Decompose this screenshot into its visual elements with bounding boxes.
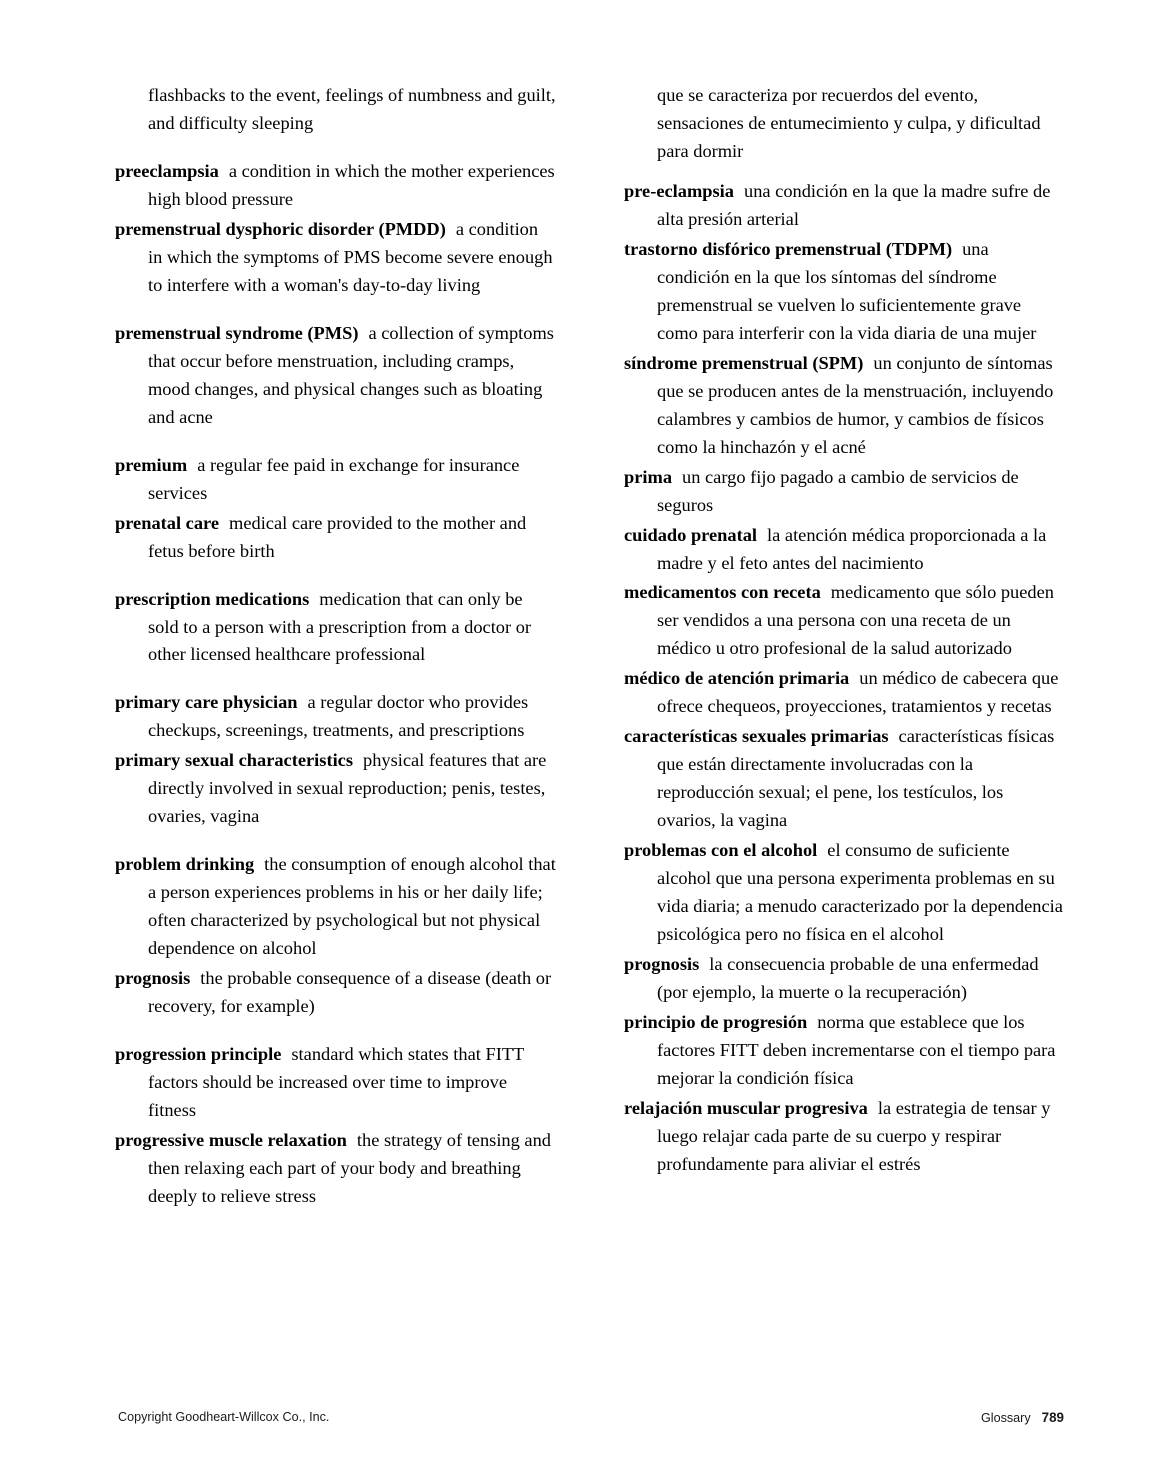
entry-definition: una condición en la que la madre sufre de alta presión arterial [657,180,1051,229]
entry-definition: physical features that are directly involved in sexual reproduction; penis, testes, ovaries, vagina [148,750,547,827]
glossary-entry [115,510,556,566]
glossary-entry [624,236,1065,348]
entry-definition: un médico de cabecera que ofrece chequeos, proyecciones, tratamientos y recetas [657,668,1059,717]
glossary-entry [624,350,1065,462]
page-footer [0,1410,1156,1434]
entry-term: prenatal care [115,512,220,533]
entry-term: síndrome premenstrual (SPM) [624,352,864,373]
entry-continuation: que se caracteriza por recuerdos del evento, sensaciones de entumecimiento y culpa, y dificultad para dormir [657,85,1041,161]
entry-term: progressive muscle relaxation [115,1130,347,1150]
entry-term: problem drinking [115,854,255,875]
entry-term: problemas con el alcohol [624,840,818,861]
glossary-entry [624,522,1065,578]
copyright-notice: Copyright Goodheart-Willcox Co., Inc. [118,1410,330,1424]
entry-definition: la consecuencia probable de una enfermedad (por ejemplo, la muerte o la recuperación) [657,954,1039,1003]
entry-definition: un conjunto de síntomas que se producen antes de la menstruación, incluyendo calambres y cambios de humor, y cambios de físicos como la hinchazón y el acné [657,352,1054,457]
entry-term: principio de progresión [624,1012,808,1032]
entry-definition: a condition in which the mother experiences high blood pressure [148,160,555,209]
glossary-entry [115,965,556,1021]
glossary-entry [115,158,556,214]
entry-term: preeclampsia [115,160,219,181]
entry-definition: características físicas que están directamente involucradas con la reproducción sexual; el pene, los testículos, los ovarios, la vagina [657,726,1055,831]
entry-term: premium [115,454,188,475]
glossary-entry [115,1127,556,1211]
glossary-entry [624,1095,1065,1179]
entry-term: pre-eclampsia [624,180,734,201]
entry-definition: medical care provided to the mother and fetus before birth [148,512,527,561]
glossary-entry [624,723,1065,835]
entry-term: primary care physician [115,692,298,713]
entry-definition: medication that can only be sold to a person with a prescription from a doctor or other licensed healthcare professional [148,588,532,665]
entry-continuation: flashbacks to the event, feelings of numbness and guilt, and difficulty sleeping [148,85,556,133]
footer-section-label: Glossary [980,1411,1031,1425]
entry-term: premenstrual syndrome (PMS) [115,322,359,343]
entry-definition: the consumption of enough alcohol that a person experiences problems in his or her daily life; often characterized by psychological but not physical dependence on alcohol [148,854,556,959]
entry-term: médico de atención primaria [624,668,850,689]
entry-definition: a collection of symptoms that occur before menstruation, including cramps, mood changes, and physical changes such as bloating and acne [148,322,554,427]
entry-definition: standard which states that FITT factors should be increased over time to improve fitness [148,1044,524,1121]
page-number: 789 [1041,1410,1064,1425]
glossary-column-english [115,82,556,1213]
entry-term: relajación muscular progresiva [624,1097,868,1118]
glossary-column-spanish [624,82,1065,1213]
glossary-entry [624,178,1065,234]
glossary-columns [115,82,1065,1213]
entry-definition: the probable consequence of a disease (death or recovery, for example) [148,968,552,1017]
glossary-entry [624,1009,1065,1093]
glossary-entry [624,665,1065,721]
glossary-entry [115,586,556,670]
entry-definition: a regular doctor who provides checkups, screenings, treatments, and prescriptions [148,692,529,741]
entry-term: prescription medications [115,588,310,609]
entry-definition: la estrategia de tensar y luego relajar cada parte de su cuerpo y respirar profundamente para aliviar el estrés [657,1097,1051,1174]
entry-term: medicamentos con receta [624,582,821,603]
entry-definition: medicamento que sólo pueden ser vendidos a una persona con una receta de un médico u otro profesional de la salud autorizado [657,582,1054,659]
entry-term: prognosis [115,968,191,989]
glossary-entry [115,320,556,432]
entry-term: premenstrual dysphoric disorder (PMDD) [115,218,446,239]
entry-definition: the strategy of tensing and then relaxing each part of your body and breathing deeply to relieve stress [148,1130,551,1206]
entry-term: progression principle [115,1044,282,1065]
entry-term: trastorno disfórico premenstrual (TDPM) [624,238,953,259]
entry-definition: a condition in which the symptoms of PMS become severe enough to interfere with a woman's day-to-day living [148,218,553,295]
glossary-entry [624,951,1065,1007]
entry-definition: el consumo de suficiente alcohol que una persona experimenta problemas en su vida diaria; a menudo caracterizado por la dependencia psicológica pero no física en el alcohol [657,840,1063,945]
entry-term: cuidado prenatal [624,524,758,545]
glossary-entry [115,689,556,745]
entry-definition: a regular fee paid in exchange for insurance services [148,454,520,503]
footer-section-and-page [981,1410,1064,1425]
entry-term: características sexuales primarias [624,726,889,747]
entry-definition: un cargo fijo pagado a cambio de servicios de seguros [657,466,1019,515]
entry-definition: la atención médica proporcionada a la madre y el feto antes del nacimiento [657,524,1047,573]
glossary-entry [115,851,556,963]
glossary-entry [624,837,1065,949]
entry-term: prognosis [624,954,700,975]
glossary-entry [115,216,556,300]
glossary-entry [115,452,556,508]
entry-definition: norma que establece que los factores FITT deben incrementarse con el tiempo para mejorar la condición física [657,1012,1056,1088]
glossary-entry [115,1041,556,1125]
entry-definition: una condición en la que los síntomas del síndrome premenstrual se vuelven lo suficientemente grave como para interferir con la vida diaria de una mujer [657,238,1037,343]
glossary-entry [624,579,1065,663]
glossary-entry [624,464,1065,520]
entry-term: prima [624,466,673,487]
glossary-entry [115,747,556,831]
entry-term: primary sexual characteristics [115,750,353,771]
